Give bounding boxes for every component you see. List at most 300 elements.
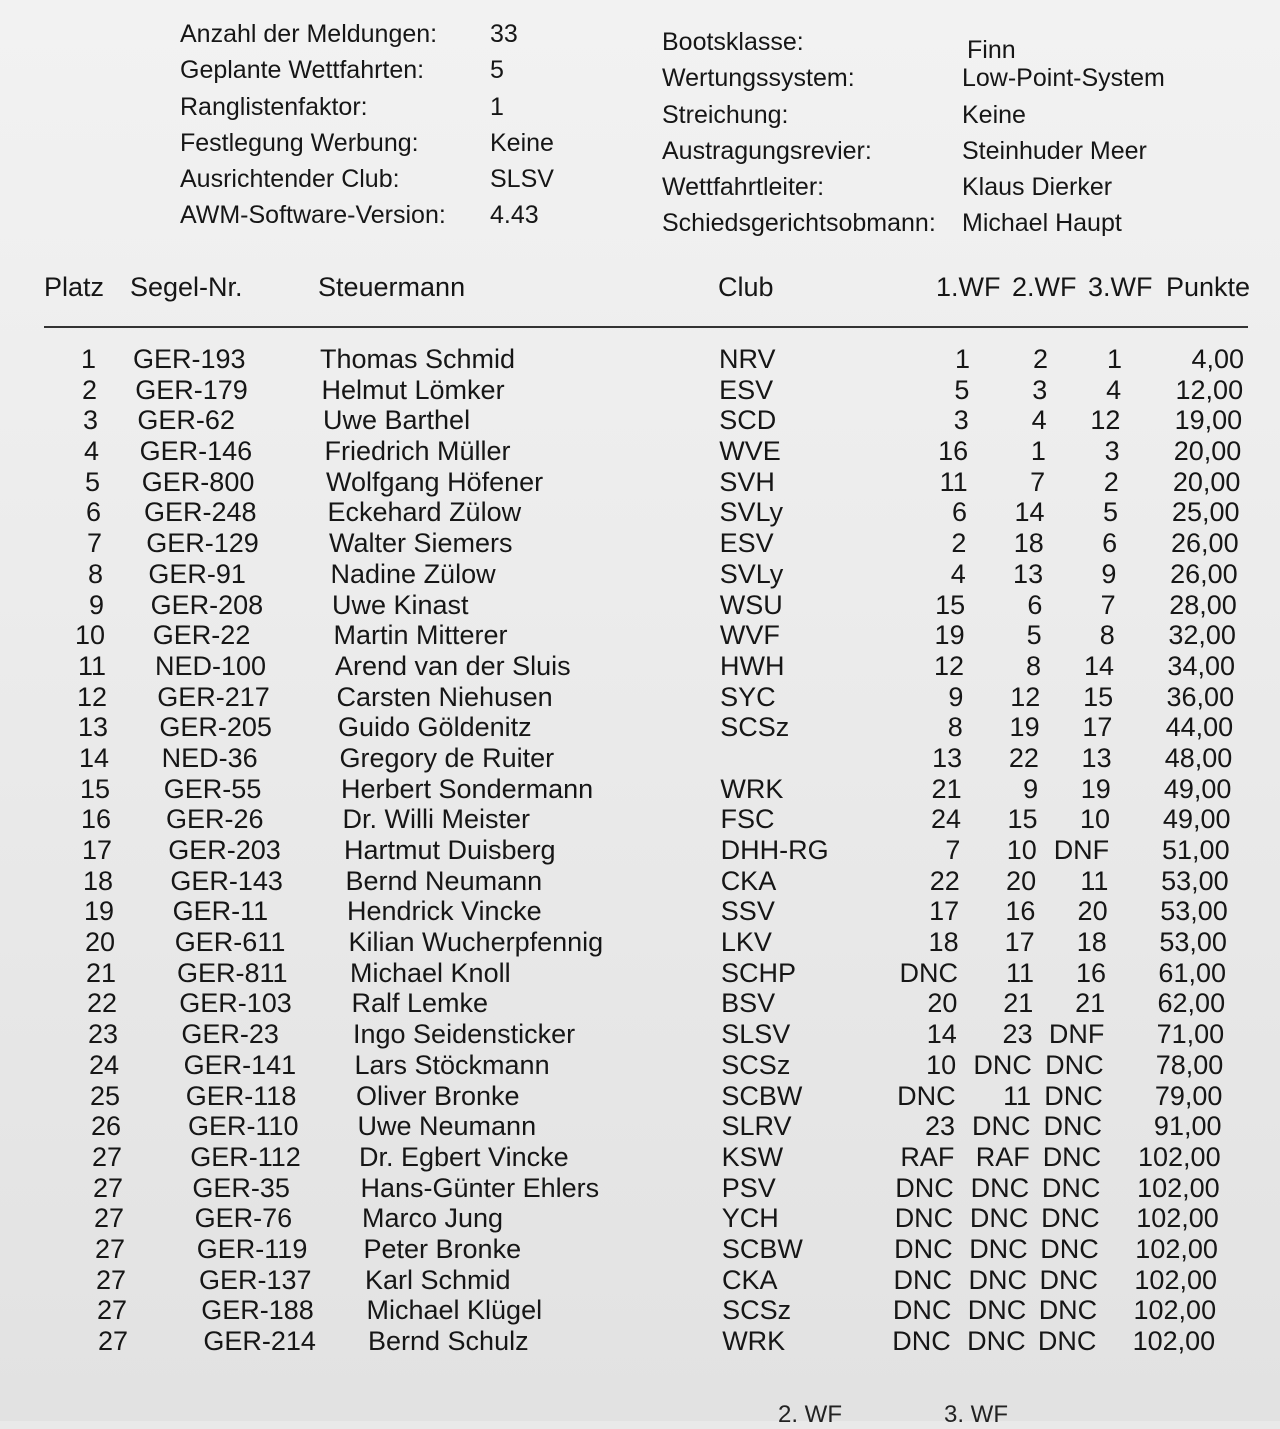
cell-platz: 25 xyxy=(89,1080,120,1111)
regatta-info-right xyxy=(662,24,1165,242)
cell-name: Wolfgang Höfener xyxy=(326,466,544,497)
cell-wf2: 1 xyxy=(1030,436,1046,467)
cell-segel: GER-11 xyxy=(172,896,269,927)
cell-segel: GER-611 xyxy=(174,927,286,958)
cell-wf2: 2 xyxy=(1032,344,1048,374)
table-row xyxy=(0,1173,1280,1204)
cell-platz: 18 xyxy=(82,865,113,896)
cell-wf2: 4 xyxy=(1031,405,1047,436)
cell-segel: GER-203 xyxy=(168,835,281,865)
cell-wf2: 20 xyxy=(1006,865,1037,896)
cell-wf2: 8 xyxy=(1025,650,1041,681)
cell-punkte: 61,00 xyxy=(1158,957,1226,988)
cell-platz: 8 xyxy=(87,558,103,589)
table-row xyxy=(0,1326,1280,1357)
cell-wf3: 17 xyxy=(1082,712,1113,743)
cell-wf1: 18 xyxy=(928,927,959,958)
cell-wf3: 5 xyxy=(1102,497,1118,528)
cell-club: SCSz xyxy=(721,1049,791,1080)
table-row xyxy=(0,1295,1280,1326)
cell-segel: GER-137 xyxy=(199,1264,312,1295)
table-row xyxy=(0,1265,1280,1296)
info-right-row xyxy=(662,24,1165,64)
cell-wf1: DNC xyxy=(892,1326,951,1356)
cell-punkte: 53,00 xyxy=(1160,896,1228,927)
table-row xyxy=(0,682,1280,713)
table-row xyxy=(0,835,1280,866)
cell-wf1: 14 xyxy=(926,1019,957,1050)
cell-wf3: 21 xyxy=(1075,988,1106,1019)
cell-platz: 7 xyxy=(86,528,102,559)
info-left-label: Festlegung Werbung: xyxy=(180,128,419,157)
info-right-value: Michael Haupt xyxy=(962,209,1122,238)
cell-wf2: 16 xyxy=(1005,896,1036,927)
table-row xyxy=(0,958,1280,989)
cell-wf3: 8 xyxy=(1099,620,1115,651)
info-left-value: 1 xyxy=(490,92,504,121)
cell-wf3: 12 xyxy=(1090,405,1121,436)
cell-wf1: 21 xyxy=(931,773,962,804)
cell-name: Peter Bronke xyxy=(363,1233,522,1264)
cell-wf3: DNC xyxy=(1040,1233,1099,1264)
table-row xyxy=(0,375,1280,406)
cell-segel: GER-217 xyxy=(157,681,270,712)
cell-wf2: DNC xyxy=(973,1049,1032,1080)
info-left-value: Keine xyxy=(490,128,554,157)
info-right-label: Wettfahrtleiter: xyxy=(662,173,825,202)
cell-wf2: 23 xyxy=(1002,1019,1033,1050)
cell-punkte: 53,00 xyxy=(1161,865,1229,896)
cell-name: Carsten Niehusen xyxy=(336,681,553,712)
table-row xyxy=(0,866,1280,897)
cell-wf2: 18 xyxy=(1013,528,1044,559)
cell-name: Lars Stöckmann xyxy=(354,1049,550,1080)
cell-club: CKA xyxy=(722,1264,778,1295)
cell-punkte: 102,00 xyxy=(1136,1203,1219,1234)
cell-punkte: 79,00 xyxy=(1154,1080,1223,1111)
table-row xyxy=(0,1081,1280,1112)
cell-segel: GER-193 xyxy=(133,344,246,374)
col-header-segel-nr: Segel-Nr. xyxy=(130,272,243,302)
cell-punkte: 91,00 xyxy=(1153,1111,1222,1142)
cell-segel: GER-146 xyxy=(139,436,253,467)
cell-segel: GER-26 xyxy=(166,804,264,835)
cell-name: Helmut Lömker xyxy=(321,374,505,405)
info-right-label: Streichung: xyxy=(662,100,789,129)
cell-club: NRV xyxy=(719,344,776,374)
info-left-value: 4.43 xyxy=(490,201,539,230)
cell-club: SCBW xyxy=(721,1233,803,1264)
cell-punkte: 48,00 xyxy=(1164,742,1233,773)
table-row xyxy=(0,988,1280,1019)
info-left-value: SLSV xyxy=(490,165,554,194)
info-left-label: Ranglistenfaktor: xyxy=(180,92,368,121)
cell-wf2: 12 xyxy=(1010,681,1041,712)
cell-wf3: 2 xyxy=(1103,466,1119,497)
cell-wf3: DNC xyxy=(1043,1111,1102,1142)
cell-name: Gregory de Ruiter xyxy=(339,742,555,773)
cell-punkte: 71,00 xyxy=(1156,1019,1225,1050)
table-row xyxy=(0,344,1280,375)
info-right-row xyxy=(662,205,1165,241)
info-left-label: AWM-Software-Version: xyxy=(180,201,446,230)
cell-name: Eckehard Zülow xyxy=(327,497,522,528)
info-left-value: 33 xyxy=(490,20,518,48)
cell-wf1: 2 xyxy=(951,528,967,559)
cell-name: Bernd Neumann xyxy=(345,865,543,896)
cell-platz: 22 xyxy=(86,988,117,1019)
cell-platz: 27 xyxy=(92,1172,123,1203)
cell-segel: GER-55 xyxy=(163,773,262,804)
cell-punkte: 102,00 xyxy=(1135,1233,1218,1264)
cell-platz: 16 xyxy=(80,804,111,835)
cell-segel: GER-143 xyxy=(170,865,283,896)
cell-punkte: 36,00 xyxy=(1166,681,1235,712)
cell-platz: 9 xyxy=(88,589,104,620)
table-row xyxy=(0,590,1280,621)
regatta-info-left xyxy=(180,16,554,234)
cell-wf2: 6 xyxy=(1027,589,1043,620)
cell-platz: 27 xyxy=(94,1233,125,1264)
cell-punkte: 26,00 xyxy=(1171,528,1239,559)
cell-wf1: DNC xyxy=(895,1172,954,1203)
cell-wf2: 14 xyxy=(1014,497,1045,528)
cell-wf3: 15 xyxy=(1083,681,1114,712)
cell-name: Ingo Seidensticker xyxy=(353,1019,576,1050)
cell-platz: 27 xyxy=(95,1264,126,1295)
info-right-value: Keine xyxy=(962,100,1026,129)
cell-name: Hartmut Duisberg xyxy=(344,835,556,865)
cell-wf3: 1 xyxy=(1106,344,1122,374)
info-right-value: Finn xyxy=(967,36,1016,64)
table-row xyxy=(0,896,1280,927)
table-row xyxy=(0,1142,1280,1173)
cell-wf3: DNC xyxy=(1039,1264,1098,1295)
cell-name: Walter Siemers xyxy=(329,528,513,559)
info-left-row xyxy=(180,161,554,197)
table-row xyxy=(0,804,1280,835)
cell-punkte: 19,00 xyxy=(1174,405,1243,436)
cell-wf1: 10 xyxy=(926,1049,957,1080)
col-header-platz: Platz xyxy=(44,272,105,302)
cell-wf1: 9 xyxy=(948,681,964,712)
cell-wf2: 17 xyxy=(1004,927,1035,958)
cell-club: SYC xyxy=(720,681,776,712)
cell-name: Guido Göldenitz xyxy=(338,712,532,743)
cell-wf3: DNC xyxy=(1041,1172,1101,1203)
table-row xyxy=(0,559,1280,590)
cell-punkte: 51,00 xyxy=(1162,835,1230,865)
cell-club: SLSV xyxy=(721,1019,791,1050)
info-right-label: Bootsklasse: xyxy=(662,28,804,56)
cell-name: Dr. Egbert Vincke xyxy=(359,1141,569,1172)
table-row xyxy=(0,620,1280,651)
cell-segel: GER-141 xyxy=(183,1049,297,1080)
cell-punkte: 20,00 xyxy=(1172,466,1241,497)
info-left-row xyxy=(180,52,554,88)
cell-wf2: 3 xyxy=(1032,374,1048,405)
cell-wf2: 19 xyxy=(1009,712,1040,743)
table-row xyxy=(0,774,1280,805)
cell-wf1: DNC xyxy=(892,1295,952,1326)
cell-wf1: 4 xyxy=(950,558,966,589)
cell-platz: 19 xyxy=(83,896,114,927)
table-row xyxy=(0,1203,1280,1234)
cell-wf3: 4 xyxy=(1106,374,1122,405)
cell-wf2: DNC xyxy=(968,1264,1027,1295)
col-header-punkte: Punkte xyxy=(1166,272,1251,302)
cell-wf2: 21 xyxy=(1003,988,1034,1019)
cell-platz: 27 xyxy=(97,1326,128,1356)
cell-wf2: 11 xyxy=(1003,1080,1032,1111)
cell-club: WVF xyxy=(719,620,780,651)
cell-wf1: DNC xyxy=(894,1203,954,1234)
cell-wf3: 11 xyxy=(1080,865,1109,896)
cell-club: WRK xyxy=(720,773,784,804)
col-header-wf2: 2.WF xyxy=(1012,272,1077,302)
cell-segel: GER-103 xyxy=(179,988,292,1019)
table-row xyxy=(0,1111,1280,1142)
cell-club: CKA xyxy=(720,865,777,896)
cell-wf3: 13 xyxy=(1081,742,1112,773)
cell-platz: 24 xyxy=(88,1049,119,1080)
table-row xyxy=(0,1019,1280,1050)
cell-punkte: 34,00 xyxy=(1167,650,1235,681)
cell-segel: GER-110 xyxy=(188,1111,299,1142)
cell-punkte: 28,00 xyxy=(1169,589,1237,620)
cell-wf3: DNC xyxy=(1045,1049,1104,1080)
info-left-label: Geplante Wettfahrten: xyxy=(180,56,425,85)
cell-segel: GER-811 xyxy=(177,957,288,988)
cell-name: Bernd Schulz xyxy=(368,1326,529,1356)
cell-wf1: DNC xyxy=(893,1264,952,1295)
cell-club: BSV xyxy=(721,988,776,1019)
cell-name: Herbert Sondermann xyxy=(341,773,594,804)
cell-wf3: 14 xyxy=(1083,650,1114,681)
cell-club: SCHP xyxy=(721,957,797,988)
table-row xyxy=(0,467,1280,498)
cell-name: Uwe Barthel xyxy=(323,405,471,436)
table-row xyxy=(0,1234,1280,1265)
cell-segel: GER-208 xyxy=(150,589,264,620)
cell-wf1: 19 xyxy=(934,620,965,651)
cell-segel: GER-800 xyxy=(141,466,255,497)
info-left-value: 5 xyxy=(490,56,504,85)
cell-wf3: 9 xyxy=(1101,558,1117,589)
cell-punkte: 32,00 xyxy=(1168,620,1236,651)
cell-wf2: 15 xyxy=(1007,804,1038,835)
cell-name: Martin Mitterer xyxy=(333,620,508,651)
info-left-row xyxy=(180,89,554,125)
cell-wf1: 12 xyxy=(933,650,964,681)
cell-platz: 15 xyxy=(79,773,110,804)
cell-wf2: 22 xyxy=(1008,742,1039,773)
cell-wf3: DNF xyxy=(1048,1019,1105,1050)
cell-wf2: 5 xyxy=(1026,620,1042,651)
cell-wf3: 10 xyxy=(1079,804,1110,835)
cell-segel: GER-179 xyxy=(135,374,248,405)
cell-platz: 20 xyxy=(84,927,115,958)
cell-name: Ralf Lemke xyxy=(351,988,489,1019)
info-right-label: Schiedsgerichtsobmann: xyxy=(662,209,936,238)
info-left-row xyxy=(180,16,554,52)
table-row xyxy=(0,712,1280,743)
cell-club: SVLy xyxy=(719,558,784,589)
cell-club: HWH xyxy=(720,650,785,681)
cell-club: FSC xyxy=(720,804,775,835)
cell-club: DHH-RG xyxy=(720,835,829,865)
cell-wf2: DNC xyxy=(967,1295,1027,1326)
cell-club: SCBW xyxy=(721,1080,803,1111)
cell-platz: 10 xyxy=(74,620,105,651)
cell-punkte: 102,00 xyxy=(1132,1326,1216,1356)
cell-wf1: 20 xyxy=(927,988,958,1019)
cell-name: Friedrich Müller xyxy=(324,436,511,467)
cell-wf2: 11 xyxy=(1005,957,1034,988)
cell-segel: GER-248 xyxy=(144,497,257,528)
info-left-row xyxy=(180,125,554,161)
cell-wf2: DNC xyxy=(972,1111,1031,1142)
cell-club: SCD xyxy=(719,405,777,436)
cell-wf1: 5 xyxy=(954,374,970,405)
cell-wf1: 17 xyxy=(929,896,960,927)
cell-segel: GER-76 xyxy=(194,1203,293,1234)
cell-name: Uwe Neumann xyxy=(357,1111,537,1142)
cell-segel: GER-91 xyxy=(148,558,246,589)
cell-wf3: 20 xyxy=(1077,896,1108,927)
cell-wf1: 16 xyxy=(938,436,969,467)
cell-club: SVLy xyxy=(719,497,784,528)
cell-segel: GER-35 xyxy=(192,1172,290,1203)
cell-name: Marco Jung xyxy=(362,1203,504,1234)
cell-punkte: 49,00 xyxy=(1162,804,1231,835)
cell-wf1: 1 xyxy=(954,344,970,374)
info-right-value: Steinhuder Meer xyxy=(962,136,1147,165)
cell-wf3: 7 xyxy=(1100,589,1116,620)
cell-segel: GER-118 xyxy=(185,1080,297,1111)
cell-segel: GER-23 xyxy=(181,1019,279,1050)
cell-wf1: RAF xyxy=(900,1141,955,1172)
cell-name: Michael Klügel xyxy=(366,1295,543,1326)
col-header-wf3: 3.WF xyxy=(1088,272,1153,302)
cell-name: Dr. Willi Meister xyxy=(342,804,530,835)
cell-club: WVE xyxy=(719,436,781,467)
cell-punkte: 102,00 xyxy=(1138,1141,1221,1172)
table-row xyxy=(0,927,1280,958)
cell-club: YCH xyxy=(721,1203,779,1234)
cell-platz: 1 xyxy=(80,344,96,374)
cell-platz: 14 xyxy=(78,742,109,773)
info-right-row xyxy=(662,60,1165,96)
cell-club: SSV xyxy=(720,896,775,927)
cell-platz: 23 xyxy=(87,1019,118,1050)
table-row xyxy=(0,497,1280,528)
cell-wf1: DNC xyxy=(894,1233,953,1264)
info-right-value: Low-Point-System xyxy=(962,64,1165,93)
cell-club: LKV xyxy=(720,927,772,958)
cell-wf3: 19 xyxy=(1080,773,1111,804)
table-row xyxy=(0,436,1280,467)
cell-wf2: 10 xyxy=(1006,835,1037,865)
cell-wf1: 24 xyxy=(930,804,961,835)
cell-wf1: 8 xyxy=(947,712,963,743)
cell-wf2: 9 xyxy=(1023,773,1039,804)
cell-wf3: DNC xyxy=(1044,1080,1103,1111)
cell-punkte: 102,00 xyxy=(1134,1264,1217,1295)
cell-punkte: 20,00 xyxy=(1173,436,1242,467)
cell-name: Hendrick Vincke xyxy=(347,896,542,927)
cell-punkte: 12,00 xyxy=(1175,374,1244,405)
cell-segel: GER-62 xyxy=(137,405,235,436)
cell-wf1: 23 xyxy=(924,1111,955,1142)
cell-club: ESV xyxy=(719,528,774,559)
cell-segel: GER-22 xyxy=(152,620,251,651)
cell-wf1: 15 xyxy=(935,589,966,620)
cell-club: ESV xyxy=(719,374,774,405)
cell-club: KSW xyxy=(721,1141,784,1172)
cell-segel: GER-112 xyxy=(190,1141,301,1172)
cell-punkte: 26,00 xyxy=(1170,558,1238,589)
info-right-row xyxy=(662,169,1165,205)
cell-wf3: 18 xyxy=(1076,927,1107,958)
cell-segel: GER-119 xyxy=(196,1233,308,1264)
cell-platz: 27 xyxy=(96,1295,127,1326)
cell-wf1: 22 xyxy=(929,865,960,896)
cell-wf1: 6 xyxy=(951,497,967,528)
cell-segel: GER-214 xyxy=(203,1326,316,1356)
cell-platz: 4 xyxy=(83,436,99,467)
cell-wf3: DNC xyxy=(1042,1141,1102,1172)
cell-platz: 13 xyxy=(77,712,108,743)
footer-fragment-wf3: 3. WF xyxy=(944,1401,1008,1428)
cell-club: WRK xyxy=(722,1326,786,1356)
cell-platz: 27 xyxy=(91,1141,122,1172)
info-right-row xyxy=(662,97,1165,133)
info-left-row xyxy=(180,197,554,233)
cell-wf2: 13 xyxy=(1013,558,1044,589)
cell-wf2: DNC xyxy=(969,1233,1028,1264)
cell-platz: 2 xyxy=(81,374,97,405)
cell-segel: GER-188 xyxy=(201,1295,314,1326)
cell-segel: GER-205 xyxy=(159,712,272,743)
cell-punkte: 102,00 xyxy=(1137,1172,1220,1203)
cell-name: Hans-Günter Ehlers xyxy=(360,1172,600,1203)
info-right-label: Wertungssystem: xyxy=(662,64,855,93)
results-table xyxy=(0,344,1280,1357)
cell-punkte: 62,00 xyxy=(1157,988,1226,1019)
cell-punkte: 25,00 xyxy=(1171,497,1240,528)
footer-fragment-wf2: 2. WF xyxy=(778,1401,842,1428)
cell-punkte: 53,00 xyxy=(1159,927,1227,958)
cell-platz: 3 xyxy=(82,405,98,436)
cell-wf2: DNC xyxy=(970,1172,1030,1203)
cell-wf3: 6 xyxy=(1102,528,1118,559)
cell-wf1: 3 xyxy=(953,405,969,436)
cell-platz: 17 xyxy=(81,835,112,865)
cell-wf1: DNC xyxy=(897,1080,956,1111)
table-row xyxy=(0,651,1280,682)
cell-platz: 11 xyxy=(77,650,106,681)
cell-name: Oliver Bronke xyxy=(356,1080,520,1111)
cell-wf3: DNC xyxy=(1041,1203,1100,1234)
cell-club: PSV xyxy=(721,1172,776,1203)
cell-name: Michael Knoll xyxy=(350,957,511,988)
cell-name: Nadine Zülow xyxy=(330,558,496,589)
cell-club: WSU xyxy=(719,589,783,620)
cell-wf3: 16 xyxy=(1075,957,1106,988)
cell-segel: NED-100 xyxy=(155,650,267,681)
cell-wf3: 3 xyxy=(1104,436,1120,467)
